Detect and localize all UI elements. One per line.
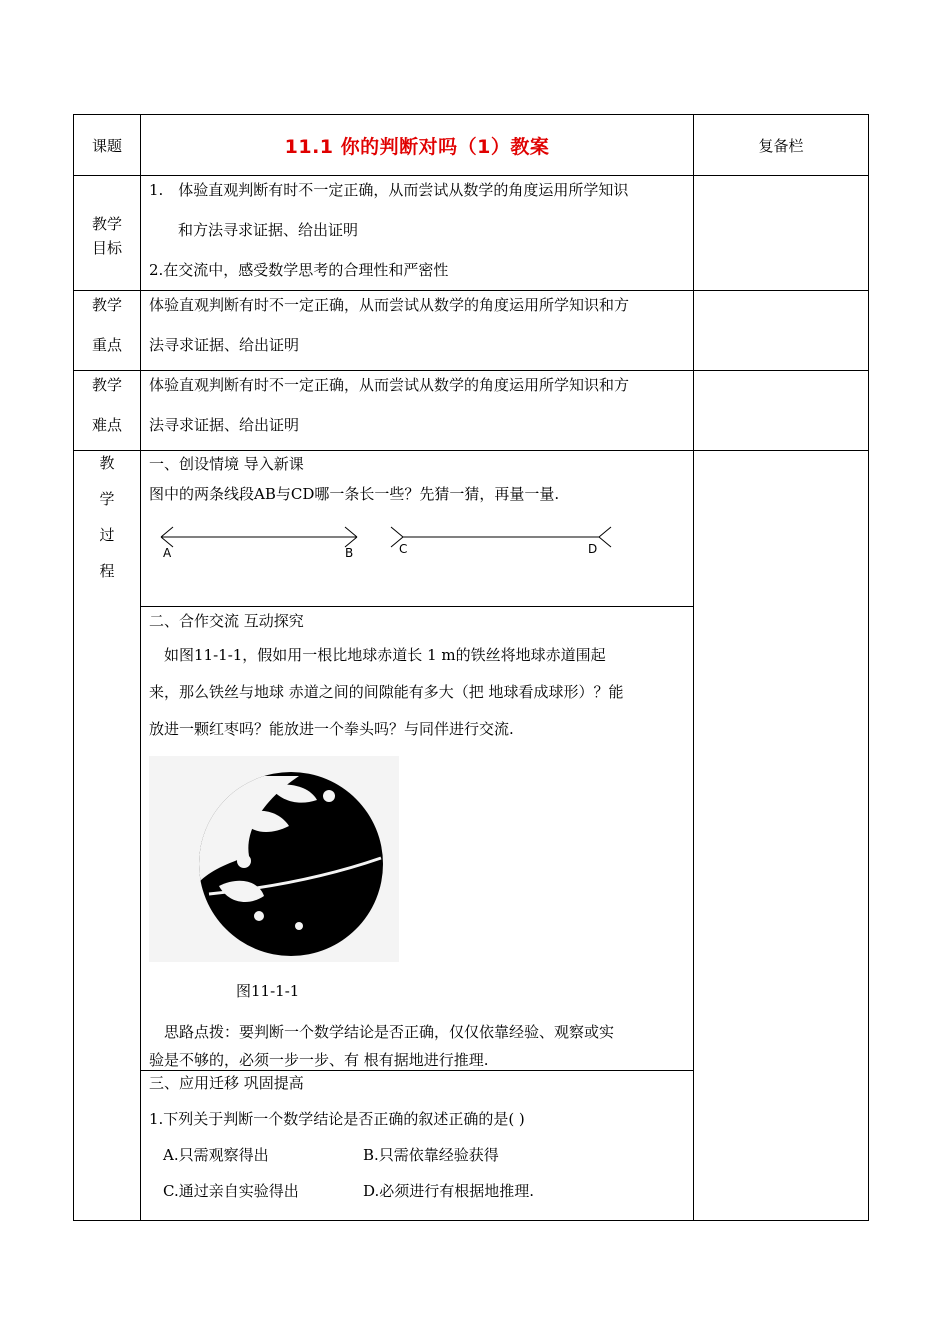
section-2	[141, 607, 693, 1071]
key-points-content	[141, 291, 694, 371]
key-points-line-2: 法寻求证据、给出证明	[149, 336, 300, 354]
option-c: C.通过亲自实验得出	[163, 1182, 299, 1200]
review-column-header: 复备栏	[694, 115, 869, 176]
hint-line-1: 思路点拨：要判断一个数学结论是否正确，仅仅依靠经验、观察或实	[149, 1023, 615, 1041]
title-cell	[141, 115, 694, 176]
options-row-2	[163, 1173, 685, 1209]
goals-review-cell	[694, 176, 869, 291]
difficulties-line-2: 法寻求证据、给出证明	[149, 416, 300, 434]
label-b: B	[345, 546, 354, 560]
option-d: D.必须进行有根据地推理.	[363, 1182, 535, 1200]
section-2-line-3: 放进一颗红枣吗？能放进一个拳头吗？与同伴进行交流.	[149, 720, 514, 738]
figure-caption: 图11-1-1	[236, 982, 300, 1000]
key-points-label-line-1: 教学	[91, 296, 122, 314]
option-a: A.只需观察得出	[163, 1146, 269, 1164]
goals-label-line-2: 目标	[91, 239, 122, 257]
section-1-heading: 一、创设情境 导入新课	[149, 455, 304, 473]
lesson-plan-table	[73, 114, 869, 1221]
segment-cd	[391, 527, 611, 547]
hint-line-2: 验是不够的，必须一步一步、有 根有据地进行推理.	[149, 1051, 489, 1069]
label-d: D	[588, 542, 598, 556]
difficulties-review-cell	[694, 371, 869, 451]
difficulties-line-1: 体验直观判断有时不一定正确，从而尝试从数学的角度运用所学知识和方	[149, 376, 630, 394]
options-row-1	[163, 1137, 685, 1173]
difficulties-label-line-1: 教学	[91, 376, 122, 394]
difficulties-content	[141, 371, 694, 451]
section-3	[141, 1071, 693, 1219]
label-c: C	[399, 542, 408, 556]
key-points-line-1: 体验直观判断有时不一定正确，从而尝试从数学的角度运用所学知识和方	[149, 296, 630, 314]
earth-figure	[149, 756, 399, 962]
segment-ab	[161, 527, 357, 547]
process-label-line-3: 过	[99, 526, 115, 544]
process-review-cell	[694, 451, 869, 1221]
section-2-heading: 二、合作交流 互动探究	[149, 612, 304, 630]
process-label-line-4: 程	[99, 562, 115, 580]
question-1: 1.下列关于判断一个数学结论是否正确的叙述正确的是( )	[149, 1110, 525, 1128]
section-1-text: 图中的两条线段AB与CD哪一条长一些？先猜一猜，再量一量.	[149, 485, 560, 503]
process-row	[74, 451, 869, 1221]
page-title: 11.1 你的判断对吗（1）教案	[284, 135, 550, 158]
section-3-heading: 三、应用迁移 巩固提高	[149, 1074, 304, 1092]
process-label	[74, 451, 141, 1221]
header-row	[74, 115, 869, 176]
key-points-label	[74, 291, 141, 371]
key-points-label-line-2: 重点	[91, 336, 122, 354]
section-2-line-1: 如图11-1-1，假如用一根比地球赤道长 1 m的铁丝将地球赤道围起	[149, 646, 606, 664]
key-points-review-cell	[694, 291, 869, 371]
process-label-line-2: 学	[99, 490, 115, 508]
line-segments-figure	[141, 515, 694, 575]
difficulties-label	[74, 371, 141, 451]
difficulties-label-line-2: 难点	[91, 416, 122, 434]
section-1	[141, 449, 693, 607]
option-b: B.只需依靠经验获得	[363, 1146, 499, 1164]
section-2-line-2: 来，那么铁丝与地球 赤道之间的间隙能有多大（把 地球看成球形）？能	[149, 683, 624, 701]
difficulties-row	[74, 371, 869, 451]
goals-line-3: 2.在交流中，感受数学思考的合理性和严密性	[149, 261, 449, 279]
goals-label-line-1: 教学	[91, 215, 122, 233]
process-label-line-1: 教	[99, 454, 115, 472]
goals-line-1: 1. 体验直观判断有时不一定正确，从而尝试从数学的角度运用所学知识	[149, 181, 629, 199]
goals-line-2: 和方法寻求证据、给出证明	[163, 221, 359, 239]
goals-label	[74, 176, 141, 291]
label-a: A	[163, 546, 172, 560]
key-points-row	[74, 291, 869, 371]
goals-row	[74, 176, 869, 291]
topic-label: 课题	[74, 115, 141, 176]
process-content	[141, 451, 694, 1221]
goals-content	[141, 176, 694, 291]
